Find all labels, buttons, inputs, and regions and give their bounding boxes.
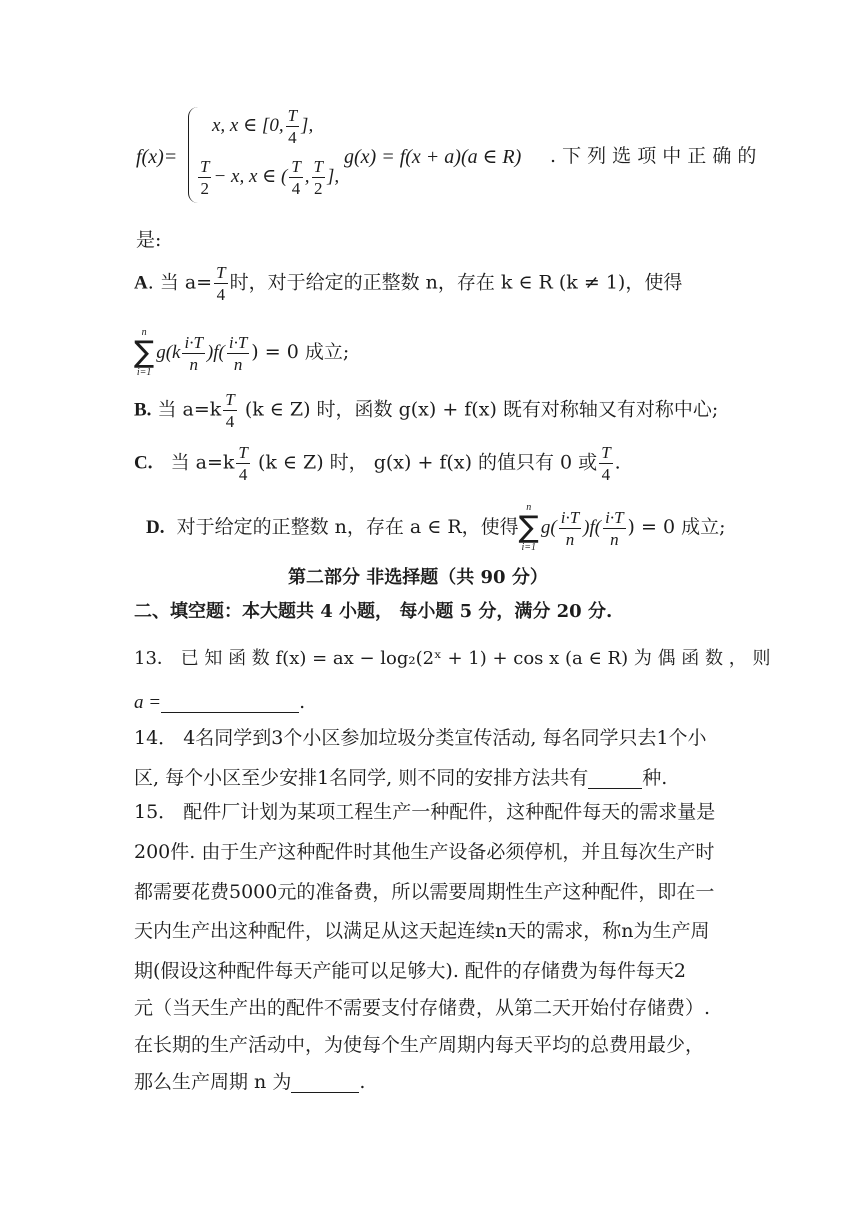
case2-frac-2 <box>289 158 302 197</box>
frac-num: T <box>287 106 298 125</box>
option-a-line1 <box>134 264 682 303</box>
sum-bottom: i=1 <box>136 367 152 378</box>
frac-num: T <box>601 443 611 462</box>
option-d-frac-2 <box>603 509 625 548</box>
q14-text: 区, 每个小区至少安排1名同学, 则不同的安排方法共有 <box>134 767 589 789</box>
option-d-expr-1: g( <box>540 517 557 538</box>
q15-line8 <box>134 1073 365 1093</box>
frac-den: 2 <box>314 179 323 198</box>
frac-den: 4 <box>601 465 611 484</box>
frac-num: i·T <box>560 507 580 527</box>
frac-num: T <box>238 443 248 462</box>
q15-line1: 15． 配件厂计划为某项工程生产一种配件，这种配件每天的需求量是 <box>134 801 716 823</box>
option-d-expr-3: ) = 0 成立; <box>627 516 726 538</box>
case1-frac <box>286 107 299 146</box>
option-d-letter: D. <box>146 517 165 538</box>
frac-den: 4 <box>288 128 297 147</box>
option-c <box>134 444 621 483</box>
problem12-stem-tail: . 下 列 选 项 中 正 确 的 <box>550 145 757 167</box>
sum-top: n <box>526 502 532 513</box>
frac-num: T <box>313 157 323 176</box>
option-c-frac-2 <box>599 444 612 483</box>
option-a-letter: A <box>134 272 148 294</box>
frac-num: i·T <box>184 332 203 352</box>
frac-den: n <box>565 529 575 549</box>
q15-line3: 都需要花费5000元的准备费，所以需要周期性生产这种配件，即在一 <box>134 881 715 903</box>
frac-num: T <box>200 157 210 176</box>
frac-den: n <box>610 529 619 549</box>
sum-bottom: i=1 <box>521 542 537 553</box>
frac-den: 4 <box>216 285 226 304</box>
g-definition: g(x) = f(x + a)(a ∈ R) <box>344 146 522 168</box>
piecewise-lhs: f(x)= <box>136 146 178 168</box>
option-b-text-2: (k ∈ Z) 时，函数 g(x) + f(x) 既有对称轴又有对称中心; <box>244 398 719 421</box>
option-a-frac <box>214 264 227 303</box>
option-a-expr-1: g(k <box>156 342 181 363</box>
frac-den: 4 <box>238 465 248 484</box>
section-header: 二、填空题：本大题共 4 小题， 每小题 5 分，满分 20 分. <box>134 601 613 622</box>
q13-line2 <box>134 693 305 713</box>
sum-top: n <box>141 327 147 338</box>
option-a-frac-1 <box>182 334 204 373</box>
option-c-text-1: 当 a=k <box>170 451 235 474</box>
frac-num: T <box>225 390 235 409</box>
frac-num: i·T <box>228 332 248 352</box>
option-d-frac-1 <box>559 509 581 548</box>
case2-mid: − x, x ∈ ( <box>213 165 288 187</box>
option-d-expr-2: )f( <box>583 517 602 538</box>
q15-line6: 元（当天生产出的配件不需要支付存储费，从第二天开始付存储费）. <box>134 997 711 1019</box>
option-a-line2 <box>134 328 349 378</box>
case2-comma: , <box>304 165 310 187</box>
frac-den: 4 <box>291 179 301 198</box>
q14-answer-blank[interactable] <box>588 769 642 789</box>
q13-lhs: a = <box>134 692 162 713</box>
frac-num: T <box>216 263 226 282</box>
case2-frac-1 <box>198 158 211 197</box>
q14-line1: 14． 4名同学到3个小区参加垃圾分类宣传活动, 每名同学只去1个小 <box>134 727 707 749</box>
option-a-expr-3: ) = 0 成立; <box>251 341 350 363</box>
option-c-frac <box>236 444 249 483</box>
option-c-text-3: . <box>614 451 621 474</box>
frac-den: n <box>189 354 198 374</box>
frac-num: T <box>291 157 301 176</box>
option-d-text-1: 对于给定的正整数 n，存在 a ∈ R，使得 <box>176 516 519 538</box>
q13-period: . <box>299 691 306 713</box>
q13-answer-blank[interactable] <box>161 693 299 713</box>
case2-tail: ], <box>327 165 340 187</box>
q15-period: . <box>359 1071 366 1093</box>
option-d <box>146 503 725 553</box>
q14-unit: 种. <box>642 767 668 789</box>
option-c-letter: C. <box>134 452 153 474</box>
problem12-stem-end: 是: <box>136 229 162 251</box>
option-b-text-1: 当 a=k <box>157 398 222 421</box>
q15-line2: 200件. 由于生产这种配件时其他生产设备必须停机，并且每次生产时 <box>134 841 715 863</box>
option-b <box>134 391 718 430</box>
q15-line4: 天内生产出这种配件，以满足从这天起连续n天的需求，称n为生产周 <box>134 920 710 942</box>
sigma-icon: ∑ <box>518 510 539 545</box>
case2-frac-3 <box>312 158 325 197</box>
frac-num: i·T <box>605 507 624 527</box>
case1-tail: ], <box>301 114 314 136</box>
q15-answer-blank[interactable] <box>291 1073 359 1093</box>
frac-den: 2 <box>200 179 209 198</box>
piecewise-case-2 <box>196 158 339 197</box>
case1-text: x, x ∈ [0, <box>212 114 284 136</box>
q14-line2 <box>134 769 667 789</box>
option-a-frac-2 <box>227 334 249 373</box>
q15-text: 那么生产周期 n 为 <box>134 1071 292 1093</box>
q15-line5: 期(假设这种配件每天产能可以足够大). 配件的存储费为每件每天2 <box>134 960 686 982</box>
q13-line1: 13． 已 知 函 数 f(x) = ax − log₂(2ˣ + 1) + cos x (a ∈ R) 为 偶 函 数 ， 则 <box>134 648 771 669</box>
option-a-expr-2: )f( <box>206 342 225 363</box>
option-b-letter: B. <box>134 399 152 421</box>
summation-a <box>134 328 154 378</box>
sigma-icon: ∑ <box>134 335 155 370</box>
q15-line7: 在长期的生产活动中，为使每个生产周期内每天平均的总费用最少， <box>134 1034 705 1056</box>
frac-den: n <box>233 354 243 374</box>
part2-title: 第二部分 非选择题（共 90 分） <box>288 567 548 588</box>
frac-den: 4 <box>225 412 235 431</box>
piecewise-case-1 <box>212 107 313 146</box>
summation-d <box>519 503 539 553</box>
option-a-text-1: . 当 a= <box>147 271 213 294</box>
option-a-text-2: 时，对于给定的正整数 n，存在 k ∈ R (k ≠ 1)，使得 <box>229 271 683 294</box>
option-c-text-2: (k ∈ Z) 时， g(x) + f(x) 的值只有 0 或 <box>257 451 598 474</box>
option-b-frac <box>223 391 236 430</box>
